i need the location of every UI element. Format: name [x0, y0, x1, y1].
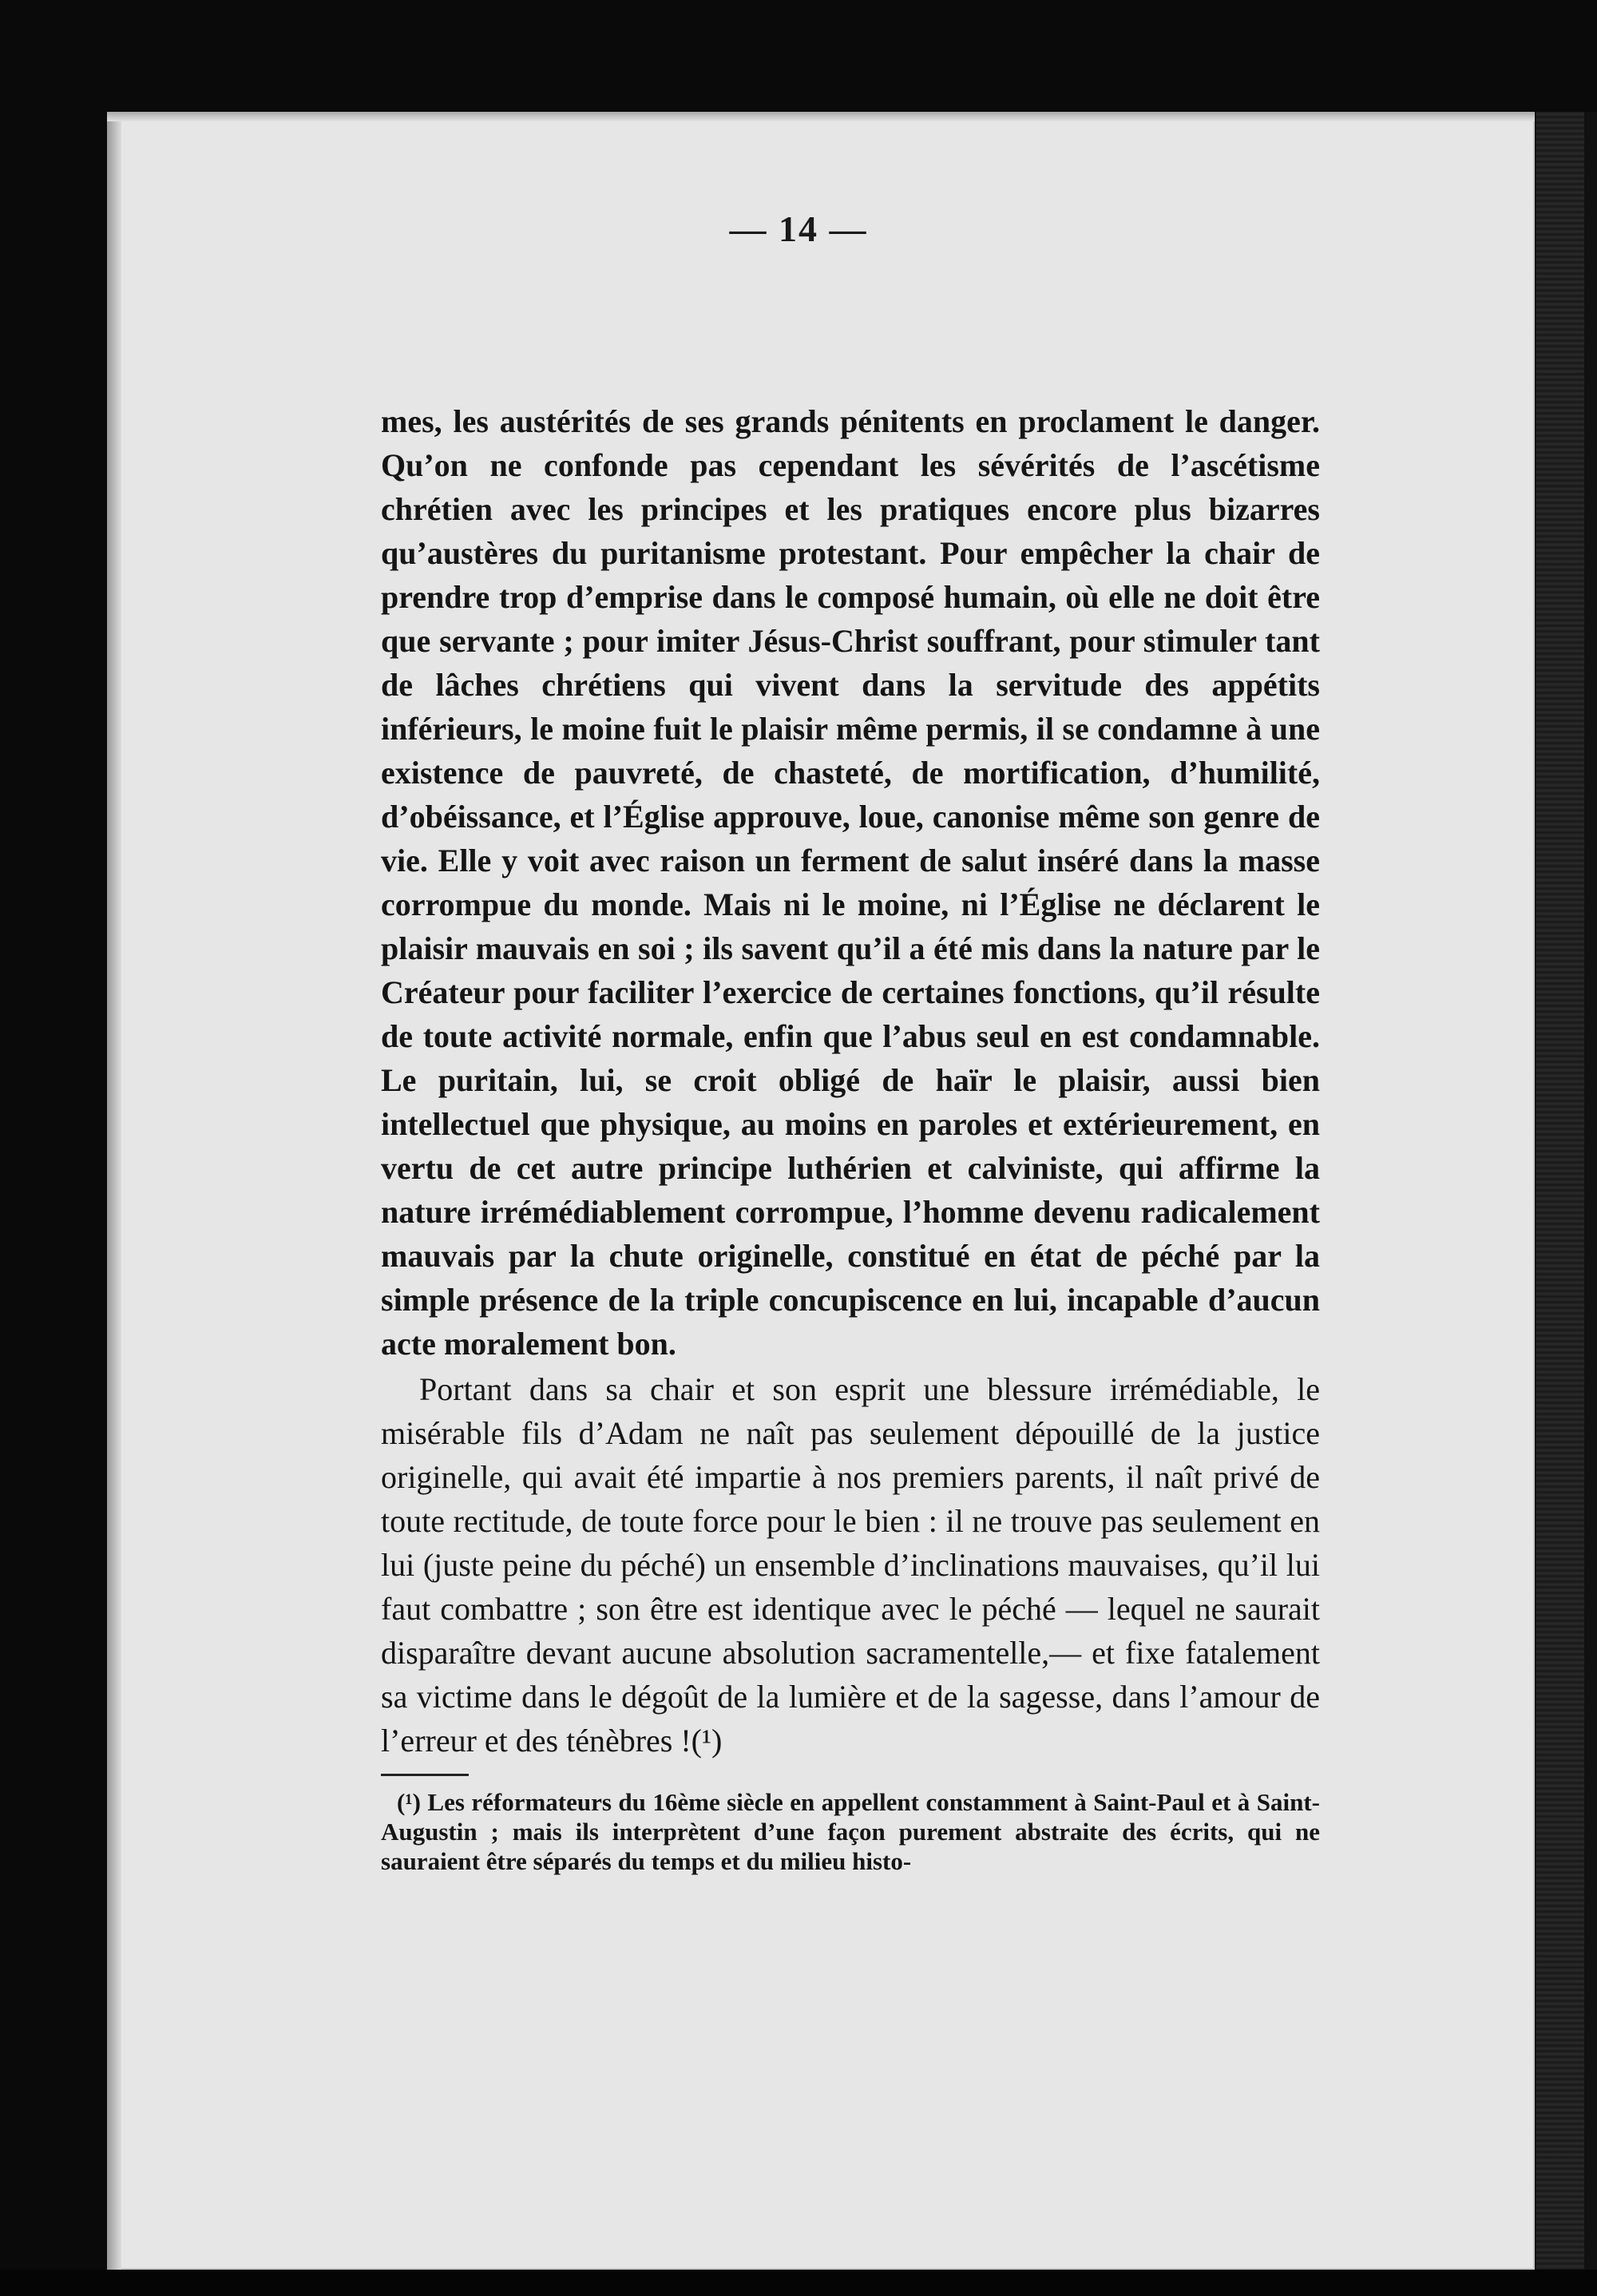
text-block: [381, 399, 1320, 1876]
footnote: (¹) Les réformateurs du 16ème siècle en appellent constamment à Saint-Paul et à Saint-Augustin ; mais ils interprètent d’une façon purement abstraite des écrits, qui ne sauraient être séparés du temps et du milieu histo-: [381, 1788, 1320, 1875]
scanner-bottom-strip: [0, 2270, 1597, 2296]
page-number: — 14 —: [729, 208, 868, 249]
scanner-right-strip: [1535, 112, 1597, 2296]
paragraph-2: Portant dans sa chair et son esprit une blessure irrémédiable, le misérable fils d’Adam ne naît pas seulement dépouillé de la justice originelle, qui avait été impartie à nos premiers parents, il naît privé de toute rectitude, de toute force pour le bien : il ne trouve pas seulement en lui (juste peine du péché) un ensemble d’inclinations mauvaises, qu’il lui faut combattre ; son être est identique avec le péché — lequel ne saurait disparaître devant aucune absolution sacramentelle,— et fixe fatalement sa victime dans le dégoût de la lumière et de la sagesse, dans l’amour de l’erreur et des ténèbres !(¹): [381, 1371, 1320, 1759]
page-left-edge: [107, 112, 121, 2270]
paragraph-1: mes, les austérités de ses grands pénitents en proclament le danger. Qu’on ne confonde pas cependant les sévérités de l’ascétisme chrétien avec les principes et les pratiques encore plus bizarres qu’austères du puritanisme protestant. Pour empêcher la chair de prendre trop d’emprise dans le composé humain, où elle ne doit être que servante ; pour imiter Jésus-Christ souffrant, pour stimuler tant de lâches chrétiens qui vivent dans la servitude des appétits inférieurs, le moine fuit le plaisir même permis, il se condamne à une existence de pauvreté, de chasteté, de mortification, d’humilité, d’obéissance, et l’Église approuve, loue, canonise même son genre de vie. Elle y voit avec raison un ferment de salut inséré dans la masse corrompue du monde. Mais ni le moine, ni l’Église ne déclarent le plaisir mauvais en soi ; ils savent qu’il a été mis dans la nature par le Créateur pour faciliter l’exercice de certaines fonctions, qu’il résulte de toute activité normale, enfin que l’abus seul en est condamnable. Le puritain, lui, se croit obligé de haïr le plaisir, aussi bien intellectuel que physique, au moins en paroles et extérieurement, en vertu de cet autre principe luthérien et calviniste, qui affirme la nature irrémédiablement corrompue, l’homme devenu radicalement mauvais par la chute originelle, constitué en état de péché par la simple présence de la triple concupiscence en lui, incapable d’aucun acte moralement bon.: [381, 403, 1320, 1362]
page-top-edge: [107, 112, 1535, 121]
footnote-rule: [381, 1774, 469, 1776]
